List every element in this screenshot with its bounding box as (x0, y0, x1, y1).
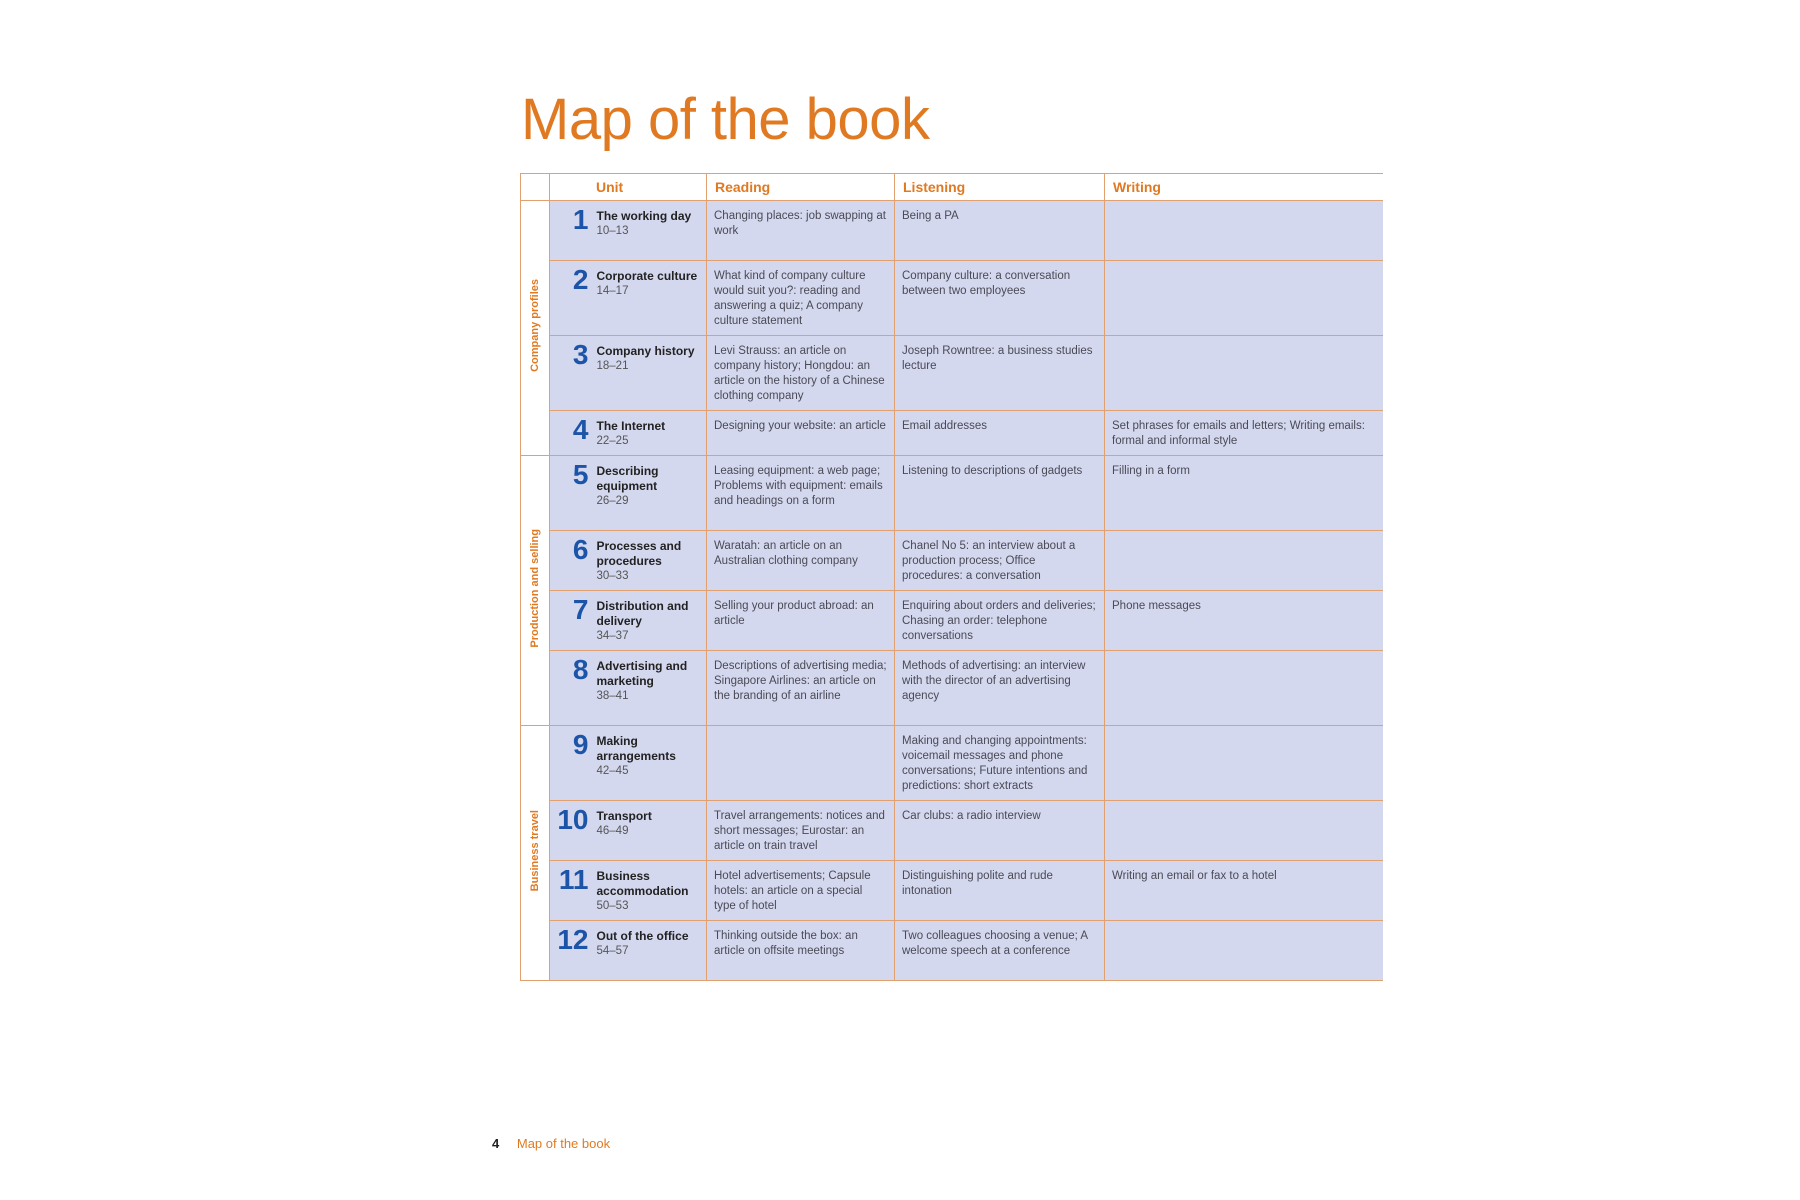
unit-pages: 46–49 (596, 825, 629, 837)
unit-cell (593, 411, 707, 456)
unit-row (521, 531, 1383, 591)
unit-pages: 26–29 (596, 495, 629, 507)
unit-row (521, 336, 1383, 411)
reading-cell: Leasing equipment: a web page; Problems with equipment: emails and headings on a form (707, 456, 895, 531)
listening-cell: Car clubs: a radio interview (895, 801, 1105, 861)
book-map-table (520, 173, 1383, 981)
writing-cell (1105, 201, 1383, 261)
listening-cell: Methods of advertising: an interview with the director of an advertising agency (895, 651, 1105, 726)
unit-cell (593, 921, 707, 981)
unit-cell (593, 336, 707, 411)
unit-number: 2 (572, 264, 589, 295)
header-unit: Unit (550, 174, 707, 201)
reading-cell: What kind of company culture would suit you?: reading and answering a quiz; A company culture statement (707, 261, 895, 336)
unit-title: Distribution and delivery (596, 599, 689, 628)
listening-cell: Chanel No 5: an interview about a production process; Office procedures: a conversation (895, 531, 1105, 591)
unit-row (521, 411, 1383, 456)
reading-cell: Designing your website: an article (707, 411, 895, 456)
page-footer (492, 1136, 610, 1151)
unit-number: 12 (557, 924, 589, 955)
unit-cell (593, 861, 707, 921)
unit-title: Describing equipment (596, 464, 659, 493)
reading-cell: Thinking outside the box: an article on offsite meetings (707, 921, 895, 981)
unit-title: Business accommodation (596, 869, 689, 898)
unit-pages: 50–53 (596, 900, 629, 912)
unit-number-cell (550, 261, 593, 336)
unit-cell (593, 651, 707, 726)
unit-number-cell (550, 921, 593, 981)
reading-cell: Changing places: job swapping at work (707, 201, 895, 261)
section-label: Business travel (528, 809, 541, 892)
unit-pages: 30–33 (596, 570, 629, 582)
unit-number-cell (550, 336, 593, 411)
unit-title: Out of the office (596, 929, 689, 943)
reading-cell: Waratah: an article on an Australian clothing company (707, 531, 895, 591)
unit-number: 7 (572, 594, 589, 625)
listening-cell: Email addresses (895, 411, 1105, 456)
listening-cell: Joseph Rowntree: a business studies lecture (895, 336, 1105, 411)
unit-cell (593, 261, 707, 336)
section-cell (521, 726, 550, 981)
unit-cell (593, 531, 707, 591)
unit-number-cell (550, 201, 593, 261)
reading-cell: Selling your product abroad: an article (707, 591, 895, 651)
listening-cell: Two colleagues choosing a venue; A welcome speech at a conference (895, 921, 1105, 981)
unit-title: The Internet (596, 419, 666, 433)
listening-cell: Being a PA (895, 201, 1105, 261)
writing-cell (1105, 651, 1383, 726)
reading-cell (707, 726, 895, 801)
unit-pages: 38–41 (596, 690, 629, 702)
unit-number-cell (550, 591, 593, 651)
unit-number: 8 (572, 654, 589, 685)
unit-pages: 18–21 (596, 360, 629, 372)
unit-title: Processes and procedures (596, 539, 682, 568)
unit-row (521, 456, 1383, 531)
unit-row (521, 261, 1383, 336)
section-label: Company profiles (528, 279, 541, 372)
unit-pages: 42–45 (596, 765, 629, 777)
writing-cell (1105, 801, 1383, 861)
listening-cell: Listening to descriptions of gadgets (895, 456, 1105, 531)
reading-cell: Travel arrangements: notices and short messages; Eurostar: an article on train travel (707, 801, 895, 861)
unit-number-cell (550, 801, 593, 861)
unit-pages: 14–17 (596, 285, 629, 297)
unit-number: 9 (572, 729, 589, 760)
reading-cell: Hotel advertisements; Capsule hotels: an article on a special type of hotel (707, 861, 895, 921)
unit-number-cell (550, 411, 593, 456)
header-section-spacer (521, 174, 550, 201)
unit-number: 11 (558, 864, 589, 895)
writing-cell: Writing an email or fax to a hotel (1105, 861, 1383, 921)
unit-title: Making arrangements (596, 734, 676, 763)
unit-row (521, 801, 1383, 861)
page-title: Map of the book (521, 87, 930, 152)
unit-number: 6 (572, 534, 589, 565)
unit-row (521, 861, 1383, 921)
unit-number: 5 (572, 459, 589, 490)
unit-row (521, 591, 1383, 651)
unit-cell (593, 456, 707, 531)
unit-title: Transport (596, 809, 652, 823)
unit-cell (593, 201, 707, 261)
footer-label: Map of the book (516, 1136, 611, 1151)
unit-pages: 22–25 (596, 435, 629, 447)
writing-cell (1105, 531, 1383, 591)
unit-pages: 54–57 (596, 945, 629, 957)
unit-row (521, 651, 1383, 726)
unit-pages: 34–37 (596, 630, 629, 642)
page-number: 4 (492, 1136, 500, 1151)
writing-cell (1105, 336, 1383, 411)
unit-cell (593, 591, 707, 651)
reading-cell: Levi Strauss: an article on company history; Hongdou: an article on the history of a Chinese clothing company (707, 336, 895, 411)
unit-title: Corporate culture (596, 269, 698, 283)
unit-row (521, 921, 1383, 981)
unit-cell (593, 801, 707, 861)
unit-number: 3 (572, 339, 589, 370)
unit-title: The working day (596, 209, 692, 223)
header-writing: Writing (1105, 174, 1383, 201)
writing-cell: Phone messages (1105, 591, 1383, 651)
unit-number: 1 (572, 204, 589, 235)
unit-cell (593, 726, 707, 801)
unit-title: Company history (596, 344, 695, 358)
unit-number: 4 (572, 414, 589, 445)
listening-cell: Distinguishing polite and rude intonation (895, 861, 1105, 921)
unit-number: 10 (557, 804, 589, 835)
section-cell (521, 201, 550, 456)
unit-row (521, 201, 1383, 261)
writing-cell: Set phrases for emails and letters; Writing emails: formal and informal style (1105, 411, 1383, 456)
writing-cell (1105, 921, 1383, 981)
unit-pages: 10–13 (596, 225, 629, 237)
unit-row (521, 726, 1383, 801)
unit-number-cell (550, 861, 593, 921)
section-label: Production and selling (528, 528, 541, 648)
listening-cell: Company culture: a conversation between two employees (895, 261, 1105, 336)
writing-cell (1105, 726, 1383, 801)
unit-number-cell (550, 726, 593, 801)
unit-number-cell (550, 456, 593, 531)
reading-cell: Descriptions of advertising media; Singapore Airlines: an article on the branding of an airline (707, 651, 895, 726)
unit-number-cell (550, 531, 593, 591)
listening-cell: Enquiring about orders and deliveries; Chasing an order: telephone conversations (895, 591, 1105, 651)
section-cell (521, 456, 550, 726)
writing-cell (1105, 261, 1383, 336)
listening-cell: Making and changing appointments: voicemail messages and phone conversations; Future intentions and predictions: short extracts (895, 726, 1105, 801)
header-row (521, 174, 1383, 201)
unit-number-cell (550, 651, 593, 726)
header-reading: Reading (707, 174, 895, 201)
header-listening: Listening (895, 174, 1105, 201)
writing-cell: Filling in a form (1105, 456, 1383, 531)
unit-title: Advertising and marketing (596, 659, 688, 688)
